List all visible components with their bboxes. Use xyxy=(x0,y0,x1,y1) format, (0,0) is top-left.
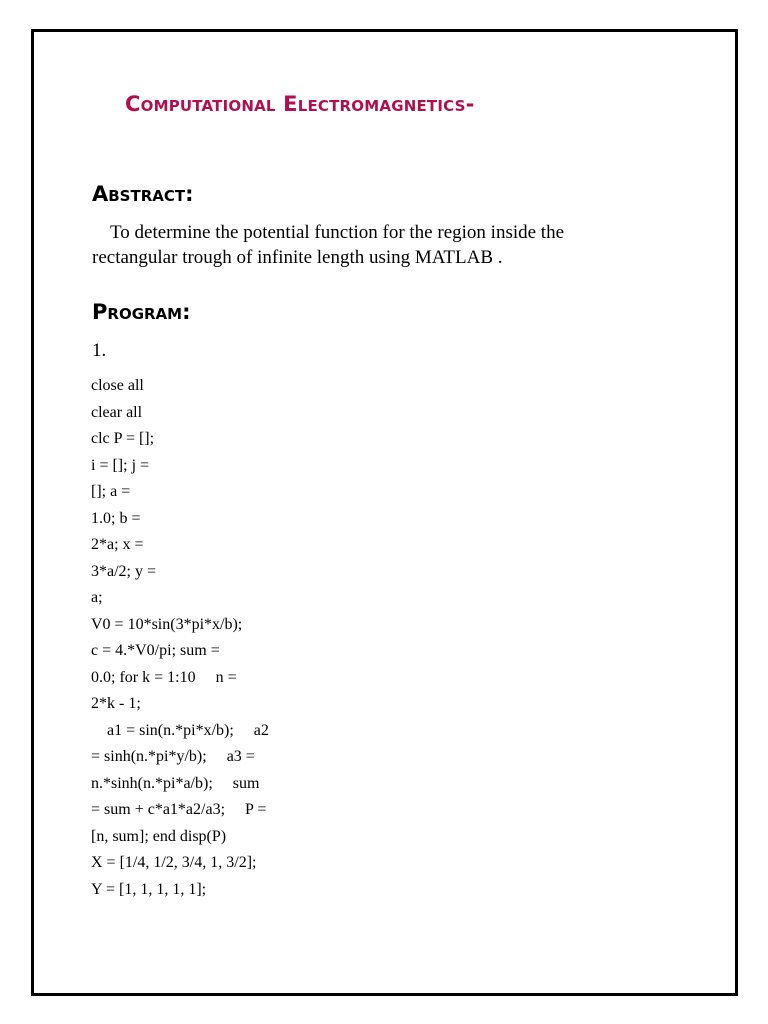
code-line: 0.0; for k = 1:10 n = xyxy=(91,668,237,686)
code-line: 3*a/2; y = xyxy=(91,562,157,580)
code-line: clear all xyxy=(91,403,143,421)
code-line: = sinh(n.*pi*y/b); a3 = xyxy=(91,748,255,765)
code-line: c = 4.*V0/pi; sum = xyxy=(91,642,220,659)
code-line: n.*sinh(n.*pi*a/b); sum xyxy=(91,774,260,792)
code-line: a; xyxy=(91,589,103,606)
abstract-heading: Abstract: xyxy=(92,182,194,206)
document-title: Computational Electromagnetics- xyxy=(125,92,475,116)
code-line: i = []; j = xyxy=(91,456,150,474)
program-code-block xyxy=(91,373,651,903)
code-line: Y = [1, 1, 1, 1, 1]; xyxy=(91,880,207,898)
code-line: 2*k - 1; xyxy=(91,695,141,712)
code-line: 2*a; x = xyxy=(91,536,144,553)
code-line: V0 = 10*sin(3*pi*x/b); xyxy=(91,615,243,633)
code-line: close all xyxy=(91,377,144,394)
code-line: []; a = xyxy=(91,483,131,500)
abstract-line: To determine the potential function for the region inside the xyxy=(110,222,565,243)
abstract-text xyxy=(92,220,652,270)
code-line: 1.0; b = xyxy=(91,509,141,527)
code-line: = sum + c*a1*a2/a3; P = xyxy=(91,801,267,818)
program-item-number: 1. xyxy=(92,340,107,361)
code-line: [n, sum]; end disp(P) xyxy=(91,827,227,845)
code-line: clc P = []; xyxy=(91,430,155,447)
code-line: a1 = sin(n.*pi*x/b); a2 xyxy=(91,721,269,739)
program-heading: Program: xyxy=(92,300,191,324)
code-line: X = [1/4, 1/2, 3/4, 1, 3/2]; xyxy=(91,854,257,871)
abstract-line: rectangular trough of infinite length using MATLAB . xyxy=(92,247,503,268)
